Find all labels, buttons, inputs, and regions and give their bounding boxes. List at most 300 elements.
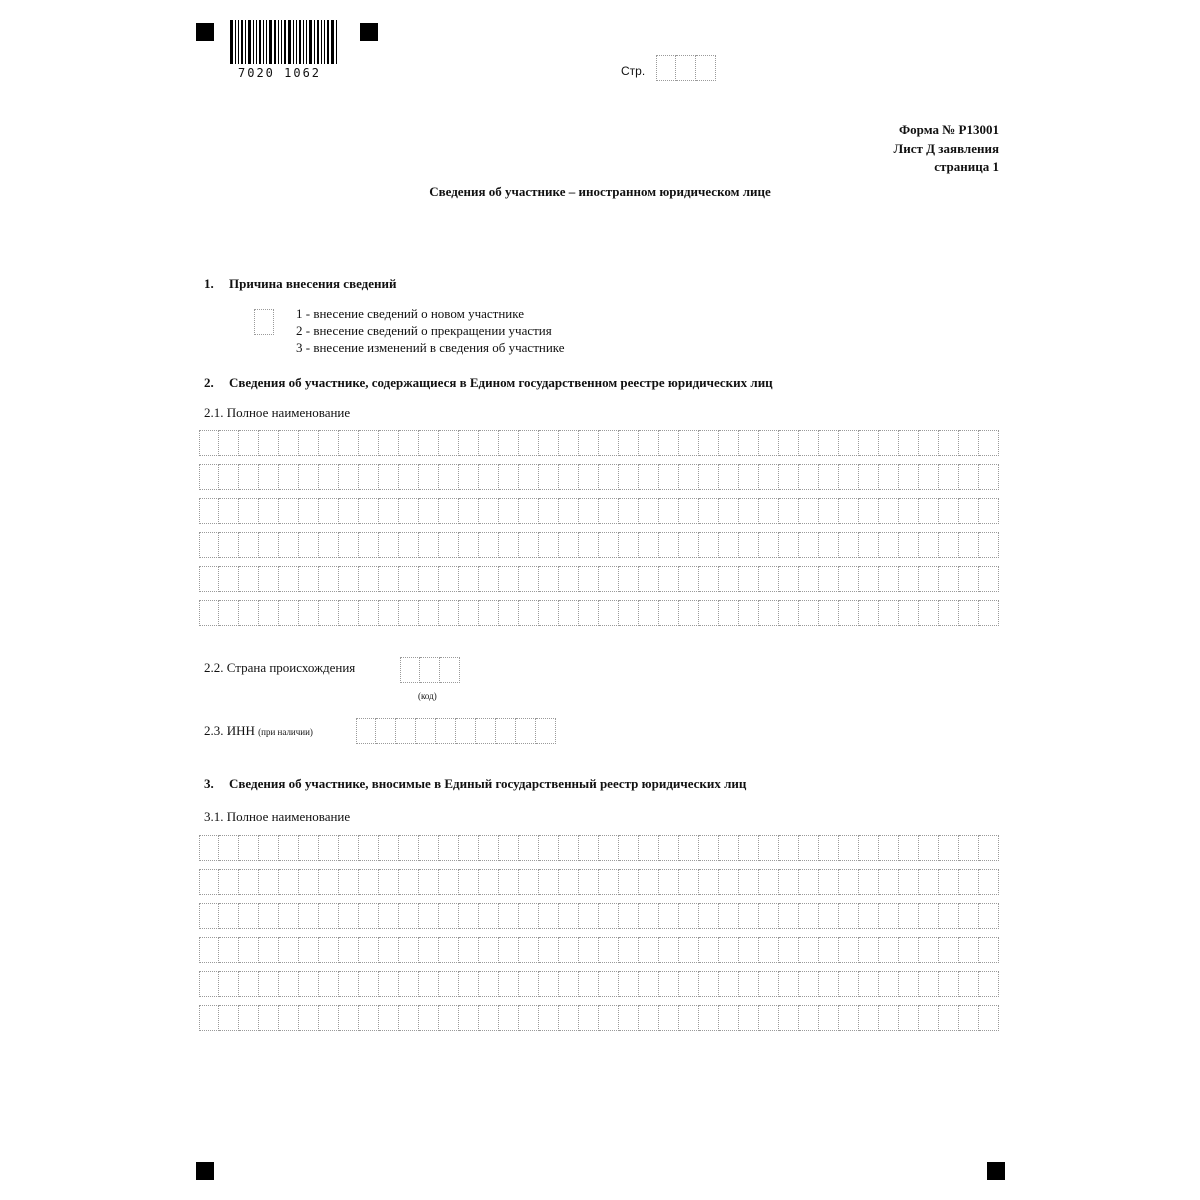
input-cell[interactable] <box>339 430 359 456</box>
input-cell[interactable] <box>539 903 559 929</box>
input-cell[interactable] <box>699 430 719 456</box>
input-cell[interactable] <box>519 532 539 558</box>
input-cell[interactable] <box>259 464 279 490</box>
input-cell[interactable] <box>659 566 679 592</box>
input-cell[interactable] <box>239 532 259 558</box>
input-cell[interactable] <box>839 869 859 895</box>
input-cell[interactable] <box>699 971 719 997</box>
input-cell[interactable] <box>379 1005 399 1031</box>
input-cell[interactable] <box>779 464 799 490</box>
input-cell[interactable] <box>719 937 739 963</box>
input-cell[interactable] <box>879 430 899 456</box>
input-cell[interactable] <box>759 869 779 895</box>
input-cell[interactable] <box>859 869 879 895</box>
input-cell[interactable] <box>939 937 959 963</box>
input-cell[interactable] <box>919 869 939 895</box>
input-cell[interactable] <box>259 498 279 524</box>
input-cell[interactable] <box>499 430 519 456</box>
input-cell[interactable] <box>439 903 459 929</box>
input-cell[interactable] <box>919 903 939 929</box>
input-cell[interactable] <box>199 566 219 592</box>
input-cell[interactable] <box>419 600 439 626</box>
input-cell[interactable] <box>899 1005 919 1031</box>
input-cell[interactable] <box>699 532 719 558</box>
input-cell[interactable] <box>799 903 819 929</box>
input-cell[interactable] <box>459 903 479 929</box>
input-cell[interactable] <box>539 600 559 626</box>
input-cell[interactable] <box>479 903 499 929</box>
input-cell[interactable] <box>279 1005 299 1031</box>
input-cell[interactable] <box>199 869 219 895</box>
input-cell[interactable] <box>359 600 379 626</box>
input-cell[interactable] <box>259 532 279 558</box>
input-cell[interactable] <box>439 566 459 592</box>
input-cell[interactable] <box>639 971 659 997</box>
input-cell[interactable] <box>819 971 839 997</box>
input-cell[interactable] <box>879 835 899 861</box>
input-cell[interactable] <box>739 498 759 524</box>
input-cell[interactable] <box>679 971 699 997</box>
input-cell[interactable] <box>479 464 499 490</box>
input-cell[interactable] <box>619 971 639 997</box>
input-cell[interactable] <box>619 869 639 895</box>
input-cell[interactable] <box>436 718 456 744</box>
input-cell[interactable] <box>899 464 919 490</box>
input-cell[interactable] <box>699 937 719 963</box>
input-cell[interactable] <box>939 464 959 490</box>
input-cell[interactable] <box>219 869 239 895</box>
input-cell[interactable] <box>279 498 299 524</box>
input-cell[interactable] <box>259 835 279 861</box>
input-cell[interactable] <box>339 1005 359 1031</box>
input-cell[interactable] <box>839 937 859 963</box>
input-cell[interactable] <box>439 869 459 895</box>
input-cell[interactable] <box>739 869 759 895</box>
input-cell[interactable] <box>879 498 899 524</box>
input-cell[interactable] <box>559 971 579 997</box>
input-cell[interactable] <box>799 498 819 524</box>
input-cell[interactable] <box>759 600 779 626</box>
input-cell[interactable] <box>639 903 659 929</box>
input-cell[interactable] <box>279 566 299 592</box>
input-cell[interactable] <box>519 464 539 490</box>
input-cell[interactable] <box>359 498 379 524</box>
input-cell[interactable] <box>619 1005 639 1031</box>
input-cell[interactable] <box>979 532 999 558</box>
input-cell[interactable] <box>859 464 879 490</box>
input-cell[interactable] <box>739 600 759 626</box>
input-cell[interactable] <box>439 600 459 626</box>
input-cell[interactable] <box>499 600 519 626</box>
input-cell[interactable] <box>459 498 479 524</box>
input-cell[interactable] <box>399 937 419 963</box>
input-cell[interactable] <box>659 937 679 963</box>
input-cell[interactable] <box>599 1005 619 1031</box>
input-cell[interactable] <box>399 498 419 524</box>
input-cell[interactable] <box>539 937 559 963</box>
input-cell[interactable] <box>359 430 379 456</box>
input-cell[interactable] <box>459 532 479 558</box>
input-cell[interactable] <box>719 835 739 861</box>
input-cell[interactable] <box>239 937 259 963</box>
input-cell[interactable] <box>639 835 659 861</box>
input-cell[interactable] <box>339 532 359 558</box>
input-cell[interactable] <box>379 971 399 997</box>
input-cell[interactable] <box>519 1005 539 1031</box>
input-cell[interactable] <box>359 1005 379 1031</box>
input-cell[interactable] <box>219 464 239 490</box>
input-cell[interactable] <box>779 835 799 861</box>
input-cell[interactable] <box>299 566 319 592</box>
input-cell[interactable] <box>939 835 959 861</box>
input-cell[interactable] <box>439 1005 459 1031</box>
input-cell[interactable] <box>519 903 539 929</box>
input-cell[interactable] <box>899 498 919 524</box>
input-cell[interactable] <box>759 1005 779 1031</box>
input-cell[interactable] <box>679 498 699 524</box>
input-cell[interactable] <box>739 903 759 929</box>
input-cell[interactable] <box>439 937 459 963</box>
input-cell[interactable] <box>699 903 719 929</box>
input-cell[interactable] <box>979 464 999 490</box>
input-cell[interactable] <box>659 971 679 997</box>
input-cell[interactable] <box>439 971 459 997</box>
input-cell[interactable] <box>599 903 619 929</box>
input-cell[interactable] <box>456 718 476 744</box>
input-cell[interactable] <box>279 835 299 861</box>
input-cell[interactable] <box>899 903 919 929</box>
input-cell[interactable] <box>839 1005 859 1031</box>
input-cell[interactable] <box>419 937 439 963</box>
input-cell[interactable] <box>959 869 979 895</box>
input-cell[interactable] <box>559 566 579 592</box>
input-cell[interactable] <box>879 971 899 997</box>
input-cell[interactable] <box>919 464 939 490</box>
input-cell[interactable] <box>579 869 599 895</box>
reason-code-cell[interactable] <box>254 309 274 335</box>
input-cell[interactable] <box>379 566 399 592</box>
input-cell[interactable] <box>919 1005 939 1031</box>
input-cell[interactable] <box>519 971 539 997</box>
input-cell[interactable] <box>579 566 599 592</box>
input-cell[interactable] <box>539 532 559 558</box>
input-cell[interactable] <box>599 532 619 558</box>
input-cell[interactable] <box>199 903 219 929</box>
input-cell[interactable] <box>219 600 239 626</box>
input-cell[interactable] <box>739 430 759 456</box>
input-cell[interactable] <box>619 430 639 456</box>
input-cell[interactable] <box>319 1005 339 1031</box>
input-cell[interactable] <box>399 869 419 895</box>
input-cell[interactable] <box>319 532 339 558</box>
input-cell[interactable] <box>659 532 679 558</box>
input-cell[interactable] <box>254 309 274 335</box>
input-cell[interactable] <box>299 1005 319 1031</box>
input-cell[interactable] <box>919 937 939 963</box>
input-cell[interactable] <box>676 55 696 81</box>
input-cell[interactable] <box>319 869 339 895</box>
input-cell[interactable] <box>559 835 579 861</box>
input-cell[interactable] <box>799 600 819 626</box>
input-cell[interactable] <box>459 937 479 963</box>
input-cell[interactable] <box>819 903 839 929</box>
input-cell[interactable] <box>859 600 879 626</box>
input-cell[interactable] <box>199 937 219 963</box>
input-cell[interactable] <box>939 532 959 558</box>
input-cell[interactable] <box>459 430 479 456</box>
input-cell[interactable] <box>279 532 299 558</box>
input-cell[interactable] <box>779 869 799 895</box>
input-cell[interactable] <box>379 600 399 626</box>
input-cell[interactable] <box>799 835 819 861</box>
input-cell[interactable] <box>219 566 239 592</box>
input-cell[interactable] <box>559 869 579 895</box>
input-cell[interactable] <box>959 1005 979 1031</box>
input-cell[interactable] <box>279 600 299 626</box>
input-cell[interactable] <box>279 430 299 456</box>
input-cell[interactable] <box>779 430 799 456</box>
input-cell[interactable] <box>476 718 496 744</box>
input-cell[interactable] <box>839 835 859 861</box>
input-cell[interactable] <box>819 937 839 963</box>
input-cell[interactable] <box>319 464 339 490</box>
country-code-cells[interactable] <box>400 657 460 683</box>
input-cell[interactable] <box>659 600 679 626</box>
input-cell[interactable] <box>979 835 999 861</box>
input-cell[interactable] <box>279 971 299 997</box>
input-cell[interactable] <box>379 498 399 524</box>
input-cell[interactable] <box>899 835 919 861</box>
input-cell[interactable] <box>219 937 239 963</box>
input-cell[interactable] <box>459 464 479 490</box>
input-cell[interactable] <box>376 718 396 744</box>
input-cell[interactable] <box>959 903 979 929</box>
input-cell[interactable] <box>739 532 759 558</box>
input-cell[interactable] <box>719 600 739 626</box>
input-cell[interactable] <box>299 835 319 861</box>
input-cell[interactable] <box>399 835 419 861</box>
name-grid-row[interactable] <box>199 937 999 963</box>
input-cell[interactable] <box>959 464 979 490</box>
input-cell[interactable] <box>639 532 659 558</box>
input-cell[interactable] <box>719 430 739 456</box>
input-cell[interactable] <box>959 600 979 626</box>
input-cell[interactable] <box>579 532 599 558</box>
input-cell[interactable] <box>519 869 539 895</box>
input-cell[interactable] <box>339 498 359 524</box>
input-cell[interactable] <box>319 600 339 626</box>
input-cell[interactable] <box>919 566 939 592</box>
input-cell[interactable] <box>819 430 839 456</box>
input-cell[interactable] <box>419 971 439 997</box>
input-cell[interactable] <box>459 1005 479 1031</box>
input-cell[interactable] <box>579 498 599 524</box>
input-cell[interactable] <box>919 498 939 524</box>
input-cell[interactable] <box>799 430 819 456</box>
input-cell[interactable] <box>599 566 619 592</box>
input-cell[interactable] <box>379 869 399 895</box>
input-cell[interactable] <box>939 1005 959 1031</box>
input-cell[interactable] <box>299 532 319 558</box>
input-cell[interactable] <box>599 869 619 895</box>
input-cell[interactable] <box>259 971 279 997</box>
input-cell[interactable] <box>219 430 239 456</box>
input-cell[interactable] <box>579 430 599 456</box>
input-cell[interactable] <box>419 903 439 929</box>
input-cell[interactable] <box>919 835 939 861</box>
input-cell[interactable] <box>619 532 639 558</box>
input-cell[interactable] <box>439 464 459 490</box>
input-cell[interactable] <box>799 1005 819 1031</box>
input-cell[interactable] <box>499 903 519 929</box>
input-cell[interactable] <box>939 600 959 626</box>
input-cell[interactable] <box>379 835 399 861</box>
input-cell[interactable] <box>799 869 819 895</box>
input-cell[interactable] <box>419 498 439 524</box>
input-cell[interactable] <box>659 835 679 861</box>
input-cell[interactable] <box>979 903 999 929</box>
input-cell[interactable] <box>839 464 859 490</box>
input-cell[interactable] <box>519 498 539 524</box>
input-cell[interactable] <box>639 566 659 592</box>
input-cell[interactable] <box>679 937 699 963</box>
input-cell[interactable] <box>359 937 379 963</box>
input-cell[interactable] <box>899 566 919 592</box>
input-cell[interactable] <box>439 532 459 558</box>
input-cell[interactable] <box>319 566 339 592</box>
input-cell[interactable] <box>799 532 819 558</box>
input-cell[interactable] <box>399 600 419 626</box>
input-cell[interactable] <box>819 600 839 626</box>
input-cell[interactable] <box>199 498 219 524</box>
input-cell[interactable] <box>359 903 379 929</box>
input-cell[interactable] <box>739 1005 759 1031</box>
input-cell[interactable] <box>759 464 779 490</box>
input-cell[interactable] <box>379 937 399 963</box>
input-cell[interactable] <box>299 903 319 929</box>
input-cell[interactable] <box>959 937 979 963</box>
input-cell[interactable] <box>519 835 539 861</box>
input-cell[interactable] <box>719 464 739 490</box>
input-cell[interactable] <box>319 430 339 456</box>
input-cell[interactable] <box>919 600 939 626</box>
input-cell[interactable] <box>719 566 739 592</box>
input-cell[interactable] <box>499 532 519 558</box>
input-cell[interactable] <box>839 566 859 592</box>
input-cell[interactable] <box>239 835 259 861</box>
input-cell[interactable] <box>759 835 779 861</box>
input-cell[interactable] <box>859 835 879 861</box>
input-cell[interactable] <box>599 430 619 456</box>
input-cell[interactable] <box>479 869 499 895</box>
input-cell[interactable] <box>919 430 939 456</box>
input-cell[interactable] <box>399 566 419 592</box>
input-cell[interactable] <box>479 430 499 456</box>
input-cell[interactable] <box>779 600 799 626</box>
input-cell[interactable] <box>879 600 899 626</box>
input-cell[interactable] <box>579 1005 599 1031</box>
input-cell[interactable] <box>339 566 359 592</box>
input-cell[interactable] <box>359 835 379 861</box>
input-cell[interactable] <box>239 498 259 524</box>
name-grid-row[interactable] <box>199 430 999 456</box>
input-cell[interactable] <box>719 971 739 997</box>
input-cell[interactable] <box>499 498 519 524</box>
input-cell[interactable] <box>399 532 419 558</box>
input-cell[interactable] <box>799 464 819 490</box>
input-cell[interactable] <box>779 1005 799 1031</box>
input-cell[interactable] <box>679 430 699 456</box>
input-cell[interactable] <box>879 566 899 592</box>
input-cell[interactable] <box>359 869 379 895</box>
input-cell[interactable] <box>539 971 559 997</box>
input-cell[interactable] <box>339 464 359 490</box>
input-cell[interactable] <box>419 532 439 558</box>
input-cell[interactable] <box>639 430 659 456</box>
input-cell[interactable] <box>259 1005 279 1031</box>
input-cell[interactable] <box>719 869 739 895</box>
input-cell[interactable] <box>759 498 779 524</box>
input-cell[interactable] <box>759 937 779 963</box>
input-cell[interactable] <box>559 430 579 456</box>
input-cell[interactable] <box>299 971 319 997</box>
input-cell[interactable] <box>859 566 879 592</box>
input-cell[interactable] <box>779 937 799 963</box>
input-cell[interactable] <box>899 971 919 997</box>
input-cell[interactable] <box>959 971 979 997</box>
input-cell[interactable] <box>739 464 759 490</box>
input-cell[interactable] <box>539 566 559 592</box>
input-cell[interactable] <box>319 498 339 524</box>
input-cell[interactable] <box>659 1005 679 1031</box>
input-cell[interactable] <box>579 464 599 490</box>
input-cell[interactable] <box>679 566 699 592</box>
input-cell[interactable] <box>879 869 899 895</box>
input-cell[interactable] <box>979 566 999 592</box>
input-cell[interactable] <box>519 430 539 456</box>
name-grid-row[interactable] <box>199 566 999 592</box>
input-cell[interactable] <box>539 498 559 524</box>
input-cell[interactable] <box>219 532 239 558</box>
name-grid-row[interactable] <box>199 532 999 558</box>
input-cell[interactable] <box>696 55 716 81</box>
input-cell[interactable] <box>559 903 579 929</box>
input-cell[interactable] <box>699 600 719 626</box>
input-cell[interactable] <box>919 532 939 558</box>
input-cell[interactable] <box>499 971 519 997</box>
input-cell[interactable] <box>659 903 679 929</box>
input-cell[interactable] <box>440 657 460 683</box>
input-cell[interactable] <box>939 869 959 895</box>
input-cell[interactable] <box>939 971 959 997</box>
input-cell[interactable] <box>379 532 399 558</box>
input-cell[interactable] <box>959 532 979 558</box>
input-cell[interactable] <box>719 532 739 558</box>
name-grid-row[interactable] <box>199 1005 999 1031</box>
input-cell[interactable] <box>739 566 759 592</box>
input-cell[interactable] <box>299 464 319 490</box>
input-cell[interactable] <box>919 971 939 997</box>
input-cell[interactable] <box>579 971 599 997</box>
inn-cells[interactable] <box>356 718 556 744</box>
input-cell[interactable] <box>359 971 379 997</box>
input-cell[interactable] <box>959 498 979 524</box>
input-cell[interactable] <box>639 464 659 490</box>
input-cell[interactable] <box>419 1005 439 1031</box>
input-cell[interactable] <box>699 869 719 895</box>
input-cell[interactable] <box>239 971 259 997</box>
input-cell[interactable] <box>599 937 619 963</box>
